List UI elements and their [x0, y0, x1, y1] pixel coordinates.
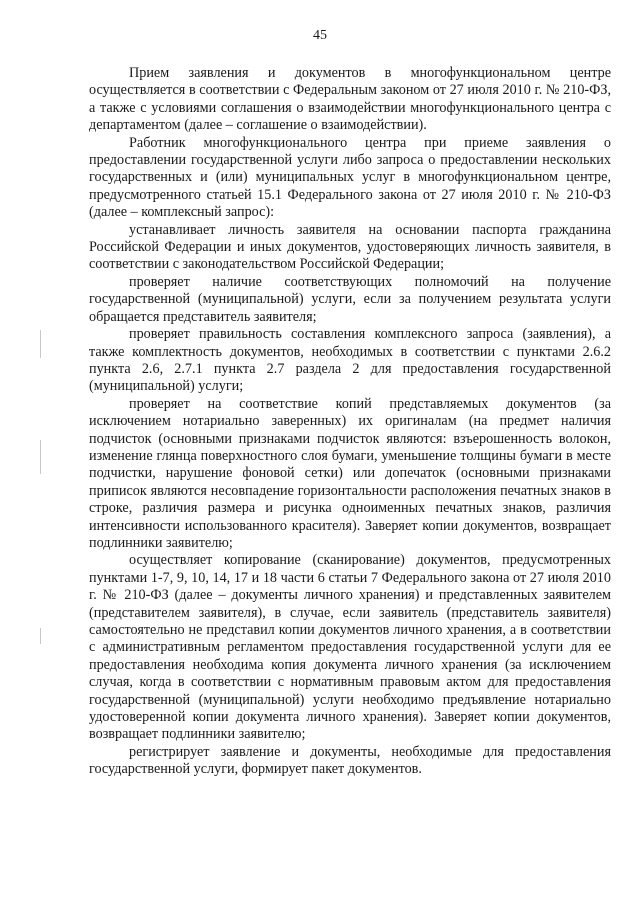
paragraph-reception-procedure: Прием заявления и документов в многофункциональном центре осуществляется в соответствии с Федеральным законом от 27 июля 2010 г. № 210-ФЗ, а также с условиями соглашения о взаимодействии многофункционального центра с департаментом (далее – соглашение о взаимодействии).	[89, 65, 611, 134]
page-number: 45	[313, 28, 327, 43]
paragraph-request-check: проверяет правильность составления комплексного запроса (заявления), а также комплектность документов, необходимых в соответствии с пунктами 2.6.2 пункта 2.6, 2.7.1 пункта 2.7 раздела 2 для предоставления государственной (муниципальной) услуги;	[89, 326, 611, 395]
paragraph-copying-documents: осуществляет копирование (сканирование) документов, предусмотренных пунктами 1-7, 9, 10, 14, 17 и 18 части 6 статьи 7 Федерального закона от 27 июля 2010 г. № 210-ФЗ (далее – документы личного хранения) и представленных заявителем (представителем заявителя), в случае, если заявитель (представитель заявителя) самостоятельно не представил копии документов личного хранения, а в соответствии с административным регламентом предоставления государственной услуги для ее предоставления необходима копия документа личного хранения (за исключением случая, когда в соответствии с нормативным правовым актом для предоставления государственной (муниципальной) услуги необходимо предъявление нотариально удостоверенной копии документа личного хранения). Заверяет копии документов, возвращает подлинники заявителю;	[89, 552, 611, 743]
paragraph-mfc-employee-duties: Работник многофункционального центра при приеме заявления о предоставлении государственной услуги либо запроса о предоставлении нескольких государственных и (или) муниципальных услуг в многофункциональном центре, предусмотренного статьей 15.1 Федерального закона от 27 июля 2010 г. № 210-ФЗ (далее – комплексный запрос):	[89, 134, 611, 221]
document-body	[89, 65, 611, 779]
scan-margin-mark	[40, 440, 41, 474]
paragraph-identity-check: устанавливает личность заявителя на основании паспорта гражданина Российской Федерации и иных документов, удостоверяющих личность заявителя, в соответствии с законодательством Российской Федерации;	[89, 221, 611, 273]
scan-margin-mark	[40, 628, 41, 644]
paragraph-copies-verification: проверяет на соответствие копий представляемых документов (за исключением нотариально заверенных) их оригиналам (на предмет наличия подчисток (основными признаками подчисток являются: взъерошенность волокон, изменение глянца поверхностного слоя бумаги, уменьшение толщины бумаги в месте подчистки, нарушение фоновой сетки) или допечаток (основными признаками приписок являются несовпадение горизонтальности расположения печатных знаков в строке, различия размера и рисунка одноименных печатных знаков, различия интенсивности использованного красителя). Заверяет копии документов, возвращает подлинники заявителю;	[89, 395, 611, 551]
paragraph-registration: регистрирует заявление и документы, необходимые для предоставления государственной услуги, формирует пакет документов.	[89, 743, 611, 778]
paragraph-authority-check: проверяет наличие соответствующих полномочий на получение государственной (муниципальной) услуги, если за получением результата услуги обращается представитель заявителя;	[89, 273, 611, 325]
scan-margin-mark	[40, 330, 41, 358]
